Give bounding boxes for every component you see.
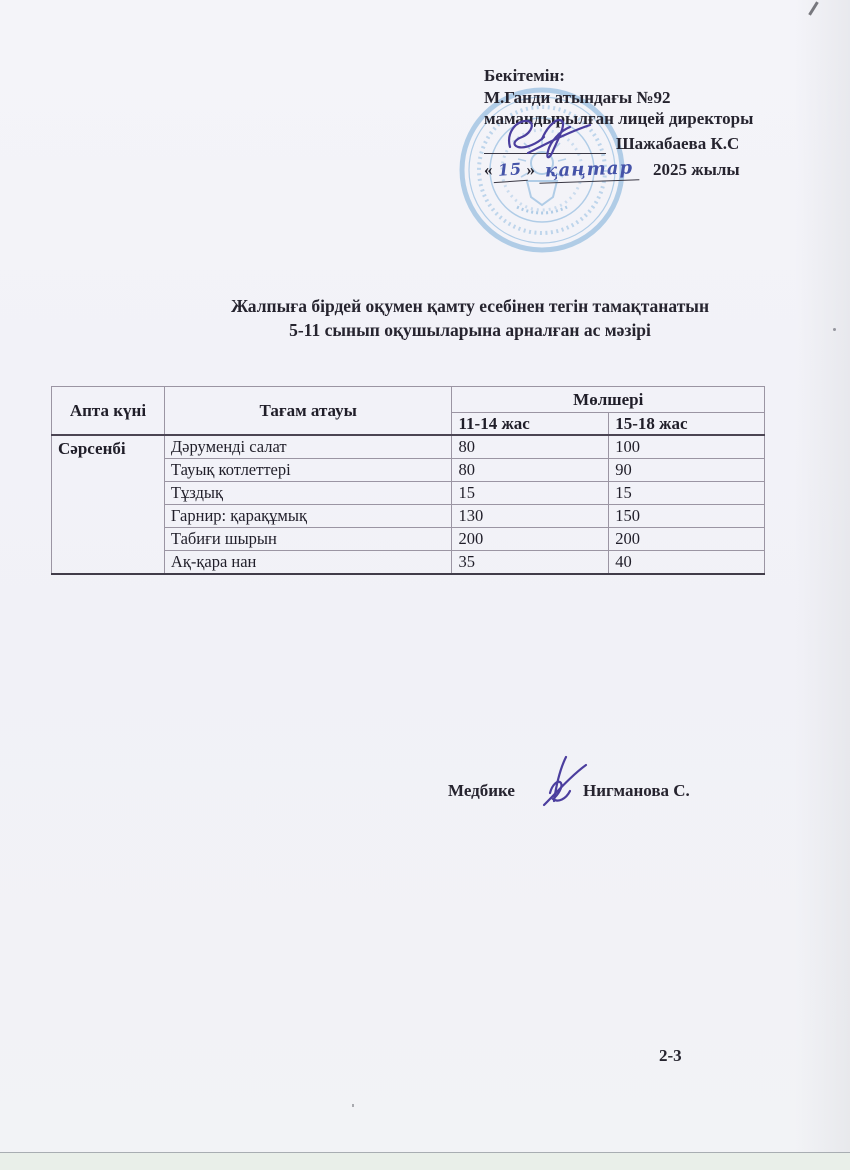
qty-15-18-cell: 15 [609, 482, 765, 505]
qty-11-14-cell: 15 [452, 482, 609, 505]
page-number: 2-3 [659, 1046, 682, 1065]
menu-table [51, 386, 765, 575]
qty-11-14-cell: 80 [452, 459, 609, 482]
director-signature-icon [504, 109, 596, 161]
col-header-age-15-18: 15-18 жас [609, 413, 765, 436]
dish-cell: Гарнир: қарақұмық [164, 505, 452, 528]
qty-15-18-cell: 90 [609, 459, 765, 482]
approval-year: 2025 жылы [653, 159, 740, 179]
qty-11-14-cell: 80 [452, 435, 609, 459]
qty-15-18-cell: 200 [609, 528, 765, 551]
approval-date-line [484, 156, 814, 185]
table-header-row [52, 387, 765, 413]
nurse-signature-icon [540, 753, 590, 809]
qty-15-18-cell: 40 [609, 551, 765, 575]
dish-cell: Ақ-қара нан [164, 551, 452, 575]
dish-cell: Тұздық [164, 482, 452, 505]
col-header-day: Апта күні [52, 387, 165, 436]
dish-cell: Дәруменді салат [164, 435, 452, 459]
approval-line: Бекітемін: [484, 66, 565, 85]
quote-close: » [526, 159, 535, 179]
approval-block [484, 65, 814, 185]
title-line-1: Жалпыға бірдей оқумен қамту есебінен тегін тамақтанатын [230, 296, 710, 316]
dish-cell: Табиғи шырын [164, 528, 452, 551]
approval-line: мамандырылған лицей директоры [484, 109, 754, 128]
document-title [90, 294, 850, 342]
approval-line: М.Ганди атындағы №92 [484, 87, 671, 107]
col-header-age-11-14: 11-14 жас [452, 413, 609, 436]
dish-cell: Тауық котлеттері [164, 459, 452, 482]
qty-15-18-cell: 150 [609, 505, 765, 528]
col-header-dish: Тағам атауы [164, 387, 452, 436]
qty-15-18-cell: 100 [609, 435, 765, 459]
signature-line [484, 133, 814, 157]
quote-open: « [484, 159, 493, 179]
col-header-amount: Мөлшері [452, 387, 765, 413]
nurse-label: Медбике [448, 781, 515, 800]
scan-bottom-edge [0, 1152, 850, 1170]
table-row [52, 435, 765, 459]
handwritten-day: 15 [492, 157, 527, 182]
handwritten-month: қаңтар [539, 157, 640, 183]
scan-artifact [352, 1104, 354, 1107]
qty-11-14-cell: 130 [452, 505, 609, 528]
qty-11-14-cell: 35 [452, 551, 609, 575]
qty-11-14-cell: 200 [452, 528, 609, 551]
title-line-2: 5-11 сынып оқушыларына арналған ас мәзірі [289, 320, 651, 340]
day-cell: Сәрсенбі [52, 435, 165, 574]
nurse-name: Нигманова С. [582, 781, 690, 800]
signer-name: Шажабаева К.С [616, 133, 740, 153]
